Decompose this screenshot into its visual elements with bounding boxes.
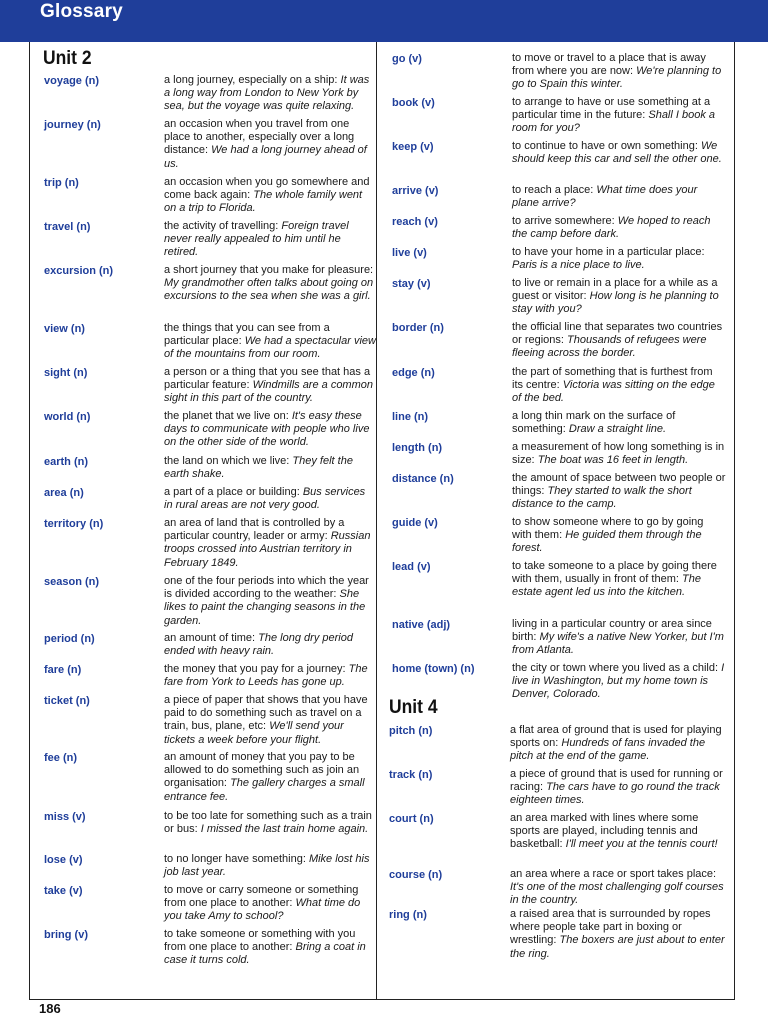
example-sentence: We should keep this car and sell the other one. xyxy=(512,140,722,166)
definition-text: a piece of paper that shows that you have paid to do something such as travel on a train, bus, plane, etc: xyxy=(164,694,368,733)
example-sentence: Shall I book a room for you? xyxy=(512,109,716,135)
glossary-term: pitch (n) xyxy=(389,725,433,737)
glossary-definition xyxy=(164,663,376,689)
definition-text: to reach a place: xyxy=(512,184,594,196)
glossary-term: travel (n) xyxy=(44,221,91,233)
definition-text: to be too late for something such as a train or bus: xyxy=(164,810,372,836)
glossary-term: lead (v) xyxy=(392,561,431,573)
example-sentence: The estate agent led us into the kitchen. xyxy=(512,573,701,599)
example-sentence: We had a spectacular view of the mountains from our room. xyxy=(164,335,376,361)
glossary-definition xyxy=(512,246,726,272)
definition-text: to arrange to have or use something at a particular time in the future: xyxy=(512,96,711,122)
example-sentence: She likes to paint the changing seasons in the garden. xyxy=(164,588,366,627)
glossary-term: line (n) xyxy=(392,411,429,423)
definition-text: an area of land that is controlled by a particular country, leader or army: xyxy=(164,517,345,543)
glossary-term: trip (n) xyxy=(44,177,79,189)
glossary-definition xyxy=(164,694,376,747)
glossary-term: sight (n) xyxy=(44,367,88,379)
glossary-term: view (n) xyxy=(44,323,85,335)
definition-text: living in a particular country or area since birth: xyxy=(512,618,712,644)
glossary-term: ring (n) xyxy=(389,909,427,921)
definition-text: to no longer have something: xyxy=(164,853,306,865)
glossary-term: miss (v) xyxy=(44,811,86,823)
glossary-term: live (v) xyxy=(392,247,427,259)
glossary-definition xyxy=(164,486,376,512)
definition-text: to have your home in a particular place: xyxy=(512,246,705,258)
glossary-term: keep (v) xyxy=(392,141,434,153)
example-sentence: Hundreds of fans invaded the pitch at the end of the game. xyxy=(510,737,706,763)
example-sentence: The gallery charges a small entrance fee. xyxy=(164,777,365,803)
glossary-term: journey (n) xyxy=(44,119,101,131)
definition-text: the planet that we live on: xyxy=(164,410,289,422)
definition-text: an amount of money that you pay to be allowed to do something such as join an organisation: xyxy=(164,751,360,790)
example-sentence: I live in Washington, but my home town is Denver, Colorado. xyxy=(512,662,725,701)
glossary-term: go (v) xyxy=(392,53,422,65)
definition-text: to continue to have or own something: xyxy=(512,140,698,152)
example-sentence: Paris is a nice place to live. xyxy=(512,259,645,272)
example-sentence: Mike lost his job last year. xyxy=(164,853,370,879)
definition-text: the land on which we live: xyxy=(164,455,290,467)
example-sentence: The fare from York to Leeds has gone up. xyxy=(164,663,368,689)
glossary-definition xyxy=(164,74,376,114)
definition-text: a flat area of ground that is used for playing sports on: xyxy=(510,724,722,750)
glossary-term: earth (n) xyxy=(44,456,88,468)
glossary-definition xyxy=(164,575,376,628)
glossary-definition xyxy=(512,96,726,136)
glossary-definition xyxy=(164,220,376,260)
glossary-term: territory (n) xyxy=(44,518,104,530)
glossary-term: arrive (v) xyxy=(392,185,439,197)
glossary-definition xyxy=(512,277,726,317)
glossary-term: stay (v) xyxy=(392,278,431,290)
example-sentence: The whole family went on a trip to Florida. xyxy=(164,189,363,215)
glossary-term: season (n) xyxy=(44,576,100,588)
example-sentence: I'll meet you at the tennis court! xyxy=(565,838,718,851)
definition-text: an occasion when you go somewhere and come back again: xyxy=(164,176,370,202)
example-sentence: The cars have to go round the track eighteen times. xyxy=(510,781,720,807)
example-sentence: They felt the earth shake. xyxy=(164,455,353,481)
glossary-term: course (n) xyxy=(389,869,443,881)
glossary-term: reach (v) xyxy=(392,216,438,228)
example-sentence: What time do you take Amy to school? xyxy=(164,897,361,923)
glossary-definition xyxy=(510,812,726,852)
glossary-definition xyxy=(512,366,726,406)
example-sentence: Foreign travel never really appealed to him until he retired. xyxy=(164,220,349,259)
glossary-definition xyxy=(510,768,726,808)
example-sentence: The long dry period ended with heavy rain. xyxy=(164,632,353,658)
example-sentence: We're planning to go to Spain this winter. xyxy=(512,65,722,91)
glossary-definition xyxy=(164,517,376,570)
glossary-term: border (n) xyxy=(392,322,444,334)
glossary-definition xyxy=(512,472,726,512)
glossary-definition xyxy=(164,884,376,924)
glossary-term: home (town) (n) xyxy=(392,663,475,675)
glossary-term: period (n) xyxy=(44,633,95,645)
definition-text: the amount of space between two people or things: xyxy=(512,472,726,498)
definition-text: to arrive somewhere: xyxy=(512,215,615,227)
definition-text: a person or a thing that you see that has a particular feature: xyxy=(164,366,371,392)
example-sentence: Russian troops crossed into Austrian territory in February 1849. xyxy=(164,530,371,569)
definition-text: one of the four periods into which the year is divided according to the weather: xyxy=(164,575,369,601)
glossary-definition xyxy=(512,560,726,600)
definition-text: the city or town where you lived as a child: xyxy=(512,662,719,674)
example-sentence: What time does your plane arrive? xyxy=(512,184,698,210)
glossary-definition xyxy=(510,868,726,908)
glossary-term: court (n) xyxy=(389,813,434,825)
glossary-definition xyxy=(512,140,726,166)
definition-text: an area marked with lines where some sports are played, including tennis and basketball: xyxy=(510,812,699,851)
glossary-title: Glossary xyxy=(40,1,123,22)
definition-text: a short journey that you make for pleasure: xyxy=(164,264,374,276)
glossary-term: lose (v) xyxy=(44,854,83,866)
example-sentence: We hoped to reach the camp before dark. xyxy=(512,215,711,241)
definition-text: an amount of time: xyxy=(164,632,256,644)
example-sentence: Bus services in rural areas are not very good. xyxy=(164,486,366,512)
glossary-term: bring (v) xyxy=(44,929,88,941)
header-bar xyxy=(0,0,768,42)
definition-text: an area where a race or sport takes place: xyxy=(510,868,717,880)
example-sentence: We had a long journey ahead of us. xyxy=(164,144,367,170)
definition-text: a measurement of how long something is in size: xyxy=(512,441,725,467)
unit-2-heading: Unit 2 xyxy=(43,48,92,69)
definition-text: the things that you can see from a particular place: xyxy=(164,322,330,348)
definition-text: a long thin mark on the surface of something: xyxy=(512,410,676,436)
glossary-definition xyxy=(164,176,376,216)
definition-text: the part of something that is furthest from its centre: xyxy=(512,366,713,392)
glossary-term: voyage (n) xyxy=(44,75,100,87)
glossary-term: fare (n) xyxy=(44,664,82,676)
glossary-definition xyxy=(512,410,726,436)
definition-text: the money that you pay for a journey: xyxy=(164,663,346,675)
definition-text: to live or remain in a place for a while as a guest or visitor: xyxy=(512,277,718,303)
glossary-definition xyxy=(164,751,376,804)
glossary-term: edge (n) xyxy=(392,367,435,379)
glossary-term: excursion (n) xyxy=(44,265,114,277)
example-sentence: The boxers are just about to enter the ring. xyxy=(510,934,725,960)
definition-text: to move or carry someone or something from one place to another: xyxy=(164,884,359,910)
glossary-term: ticket (n) xyxy=(44,695,90,707)
glossary-term: world (n) xyxy=(44,411,91,423)
glossary-definition xyxy=(512,516,726,556)
glossary-term: take (v) xyxy=(44,885,83,897)
glossary-term: area (n) xyxy=(44,487,84,499)
example-sentence: Windmills are a common sight in this part of the country. xyxy=(164,379,373,405)
glossary-definition xyxy=(164,928,376,968)
example-sentence: How long is he planning to stay with you? xyxy=(512,290,719,316)
page-number: 186 xyxy=(39,1001,61,1016)
glossary-term: fee (n) xyxy=(44,752,77,764)
glossary-definition xyxy=(164,632,376,658)
definition-text: to show someone where to go by going with them: xyxy=(512,516,704,542)
glossary-term: guide (v) xyxy=(392,517,438,529)
definition-text: to move or travel to a place that is away from where you are now: xyxy=(512,52,706,78)
definition-text: to take someone to a place by going there with them, usually in front of them: xyxy=(512,560,717,586)
glossary-definition xyxy=(512,215,726,241)
example-sentence: It's one of the most challenging golf courses in the country. xyxy=(510,881,724,907)
example-sentence: It's easy these days to communicate with people who live on the other side of the world. xyxy=(164,410,370,449)
glossary-definition xyxy=(512,662,726,702)
glossary-definition xyxy=(512,184,726,210)
example-sentence: The boat was 16 feet in length. xyxy=(537,454,689,467)
glossary-definition xyxy=(164,455,376,481)
glossary-definition xyxy=(164,366,376,406)
example-sentence: Bring a coat in case it turns cold. xyxy=(164,941,366,967)
definition-text: to take someone or something with you from one place to another: xyxy=(164,928,356,954)
glossary-definition xyxy=(164,322,376,362)
glossary-term: length (n) xyxy=(392,442,443,454)
definition-text: the activity of travelling: xyxy=(164,220,279,232)
glossary-definition xyxy=(164,118,376,171)
example-sentence: They started to walk the short distance to the camp. xyxy=(512,485,692,511)
example-sentence: My wife's a native New Yorker, but I'm from Atlanta. xyxy=(512,631,724,657)
definition-text: an occasion when you travel from one place to another, especially over a long distance: xyxy=(164,118,355,157)
column-divider xyxy=(376,42,377,1000)
definition-text: a piece of ground that is used for running or racing: xyxy=(510,768,723,794)
glossary-term: distance (n) xyxy=(392,473,454,485)
glossary-term: track (n) xyxy=(389,769,433,781)
example-sentence: I missed the last train home again. xyxy=(200,823,369,836)
glossary-definition xyxy=(512,52,726,92)
unit-4-heading: Unit 4 xyxy=(389,697,438,718)
glossary-definition xyxy=(164,264,376,304)
glossary-definition xyxy=(164,810,376,836)
example-sentence: We'll send your tickets a week before your flight. xyxy=(164,720,344,746)
example-sentence: Draw a straight line. xyxy=(568,423,667,436)
definition-text: a part of a place or building: xyxy=(164,486,300,498)
example-sentence: He guided them through the forest. xyxy=(512,529,702,555)
glossary-definition xyxy=(512,441,726,467)
definition-text: a long journey, especially on a ship: xyxy=(164,74,338,86)
definition-text: a raised area that is surrounded by ropes where people take part in boxing or wrestling: xyxy=(510,908,711,947)
example-sentence: Thousands of refugees were fleeing across the border. xyxy=(512,334,707,360)
example-sentence: My grandmother often talks about going on excursions to the sea when she was a girl. xyxy=(164,277,374,303)
example-sentence: It was a long way from London to New York by sea, but the voyage was quite relaxing. xyxy=(164,74,370,113)
glossary-definition xyxy=(510,724,726,764)
glossary-definition xyxy=(512,321,726,361)
definition-text: the official line that separates two countries or regions: xyxy=(512,321,723,347)
glossary-definition xyxy=(164,853,376,879)
glossary-term: book (v) xyxy=(392,97,435,109)
glossary-definition xyxy=(510,908,726,961)
glossary-definition xyxy=(512,618,726,658)
example-sentence: Victoria was sitting on the edge of the bed. xyxy=(512,379,715,405)
glossary-term: native (adj) xyxy=(392,619,451,631)
glossary-definition xyxy=(164,410,376,450)
